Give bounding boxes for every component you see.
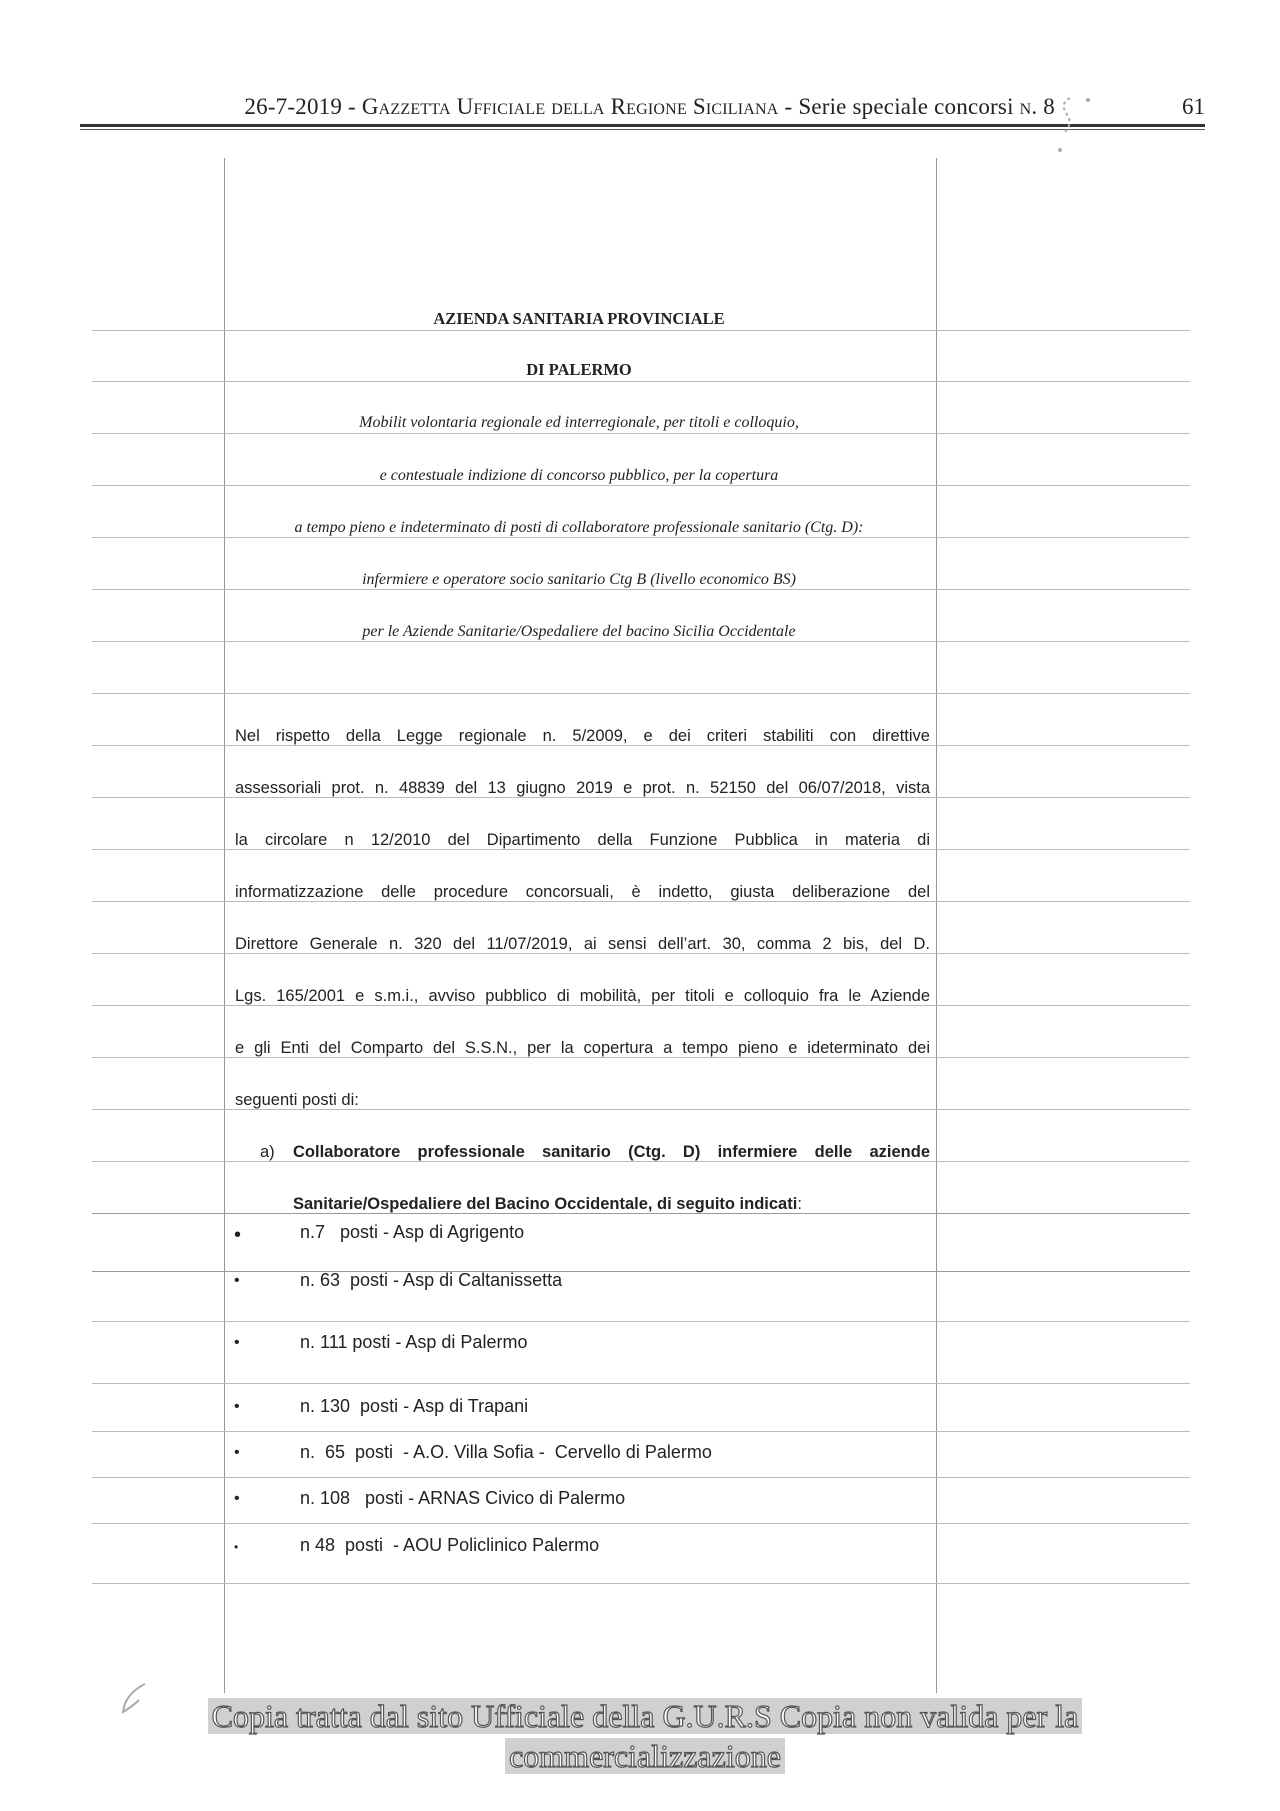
list-item: n. 108 posti - ARNAS Civico di Palermo <box>300 1488 626 1508</box>
header-publication: Gazzetta Ufficiale della Regione Siciliana <box>361 94 779 119</box>
seal-watermark-icon <box>1040 88 1100 158</box>
bullet-icon: • <box>234 1444 240 1461</box>
bullet-icon: • <box>234 1334 240 1351</box>
footer-watermark-line2 <box>170 1736 1120 1776</box>
item-a-line2 <box>293 1195 802 1214</box>
list-item: n.7 posti - Asp di Agrigento <box>300 1222 525 1242</box>
list-item: n. 63 posti - Asp di Caltanissetta <box>300 1270 563 1290</box>
body-line: la circolare n 12/2010 del Dipartimento della Funzione Pubblica in materia di <box>235 831 930 849</box>
bullet-icon: • <box>234 1398 240 1415</box>
item-a-marker: a) <box>260 1143 275 1161</box>
list-item: n. 130 posti - Asp di Trapani <box>300 1396 529 1416</box>
list-item: n. 65 posti - A.O. Villa Sofia - Cervello di Palermo <box>300 1442 712 1462</box>
body-line: Lgs. 165/2001 e s.m.i., avviso pubblico di mobilità, per titoli e colloquio fra le Aziende <box>235 987 930 1005</box>
notice-subtitle-line: a tempo pieno e indeterminato di posti di collaboratore professionale sanitario (Ctg. D): <box>294 519 864 536</box>
notice-title-line1: AZIENDA SANITARIA PROVINCIALE <box>433 309 725 328</box>
page-header <box>80 88 1205 128</box>
header-rule-thin <box>80 129 1205 130</box>
footer-line1: Copia tratta dal sito Ufficiale della G.U.R.S Copia non valida per la <box>208 1698 1083 1734</box>
body-line: informatizzazione delle procedure concorsuali, è indetto, giusta deliberazione del <box>235 883 930 901</box>
body-line: Nel rispetto della Legge regionale n. 5/2009, e dei criteri stabiliti con direttive <box>235 727 930 745</box>
notice-title-line2: DI PALERMO <box>526 360 632 379</box>
ruled-line <box>92 485 1190 486</box>
notice-subtitle-line: infermiere e operatore socio sanitario Ctg B (livello economico BS) <box>362 571 796 588</box>
notice-subtitle-line: per le Aziende Sanitarie/Ospedaliere del bacino Sicilia Occidentale <box>362 623 796 640</box>
item-a-line1: Collaboratore professionale sanitario (Ctg. D) infermiere delle aziende <box>293 1143 930 1161</box>
list-item: n 48 posti - AOU Policlinico Palermo <box>300 1535 600 1555</box>
header-series: - Serie speciale concorsi <box>778 94 1020 119</box>
ruled-line <box>92 1583 1190 1584</box>
body-line: Direttore Generale n. 320 del 11/07/2019, ai sensi dell’art. 30, comma 2 bis, del D. <box>235 935 930 953</box>
footer-watermark <box>170 1696 1120 1736</box>
ruled-line <box>92 381 1190 382</box>
header-rule <box>80 124 1205 127</box>
notice-subtitle-line: Mobilit volontaria regionale ed interregionale, per titoli e colloquio, <box>359 414 799 431</box>
ruled-line <box>92 1523 1190 1524</box>
ruled-line <box>92 641 1190 642</box>
decorative-curl-icon <box>115 1680 155 1720</box>
body-line: assessoriali prot. n. 48839 del 13 giugno 2019 e prot. n. 52150 del 06/07/2018, vista <box>235 779 930 797</box>
ruled-line <box>92 693 1190 694</box>
bullet-icon: • <box>234 1224 242 1246</box>
body-line: e gli Enti del Comparto del S.S.N., per la copertura a tempo pieno e ideterminato dei <box>235 1039 930 1057</box>
page-number: 61 <box>1182 94 1205 119</box>
margin-line-right <box>936 158 937 1693</box>
item-a-line2-text: Sanitarie/Ospedaliere del Bacino Occidentale, di seguito indicati <box>293 1195 798 1213</box>
ruled-line <box>92 1321 1190 1322</box>
ruled-line <box>92 589 1190 590</box>
ruled-line <box>92 1383 1190 1384</box>
header-number-prefix: n. <box>1019 94 1038 119</box>
ruled-line <box>92 1271 1190 1272</box>
header-title <box>244 94 1055 120</box>
ruled-line <box>92 330 1190 331</box>
footer-line2: commercializzazione <box>505 1738 785 1774</box>
ruled-line <box>92 433 1190 434</box>
ruled-line <box>92 1431 1190 1432</box>
bullet-icon: • <box>234 1490 240 1507</box>
header-date: 26-7-2019 - <box>244 94 362 119</box>
item-a-colon: : <box>797 1195 802 1213</box>
header-number: 8 <box>1037 94 1055 119</box>
ruled-line <box>92 1477 1190 1478</box>
margin-line-left <box>224 158 225 1693</box>
bullet-icon: • <box>234 1272 240 1289</box>
ruled-line <box>92 537 1190 538</box>
notice-subtitle-line: e contestuale indizione di concorso pubblico, per la copertura <box>379 467 779 484</box>
body-line: seguenti posti di: <box>235 1091 359 1109</box>
list-item: n. 111 posti - Asp di Palermo <box>300 1332 528 1352</box>
bullet-icon: • <box>234 1540 239 1554</box>
